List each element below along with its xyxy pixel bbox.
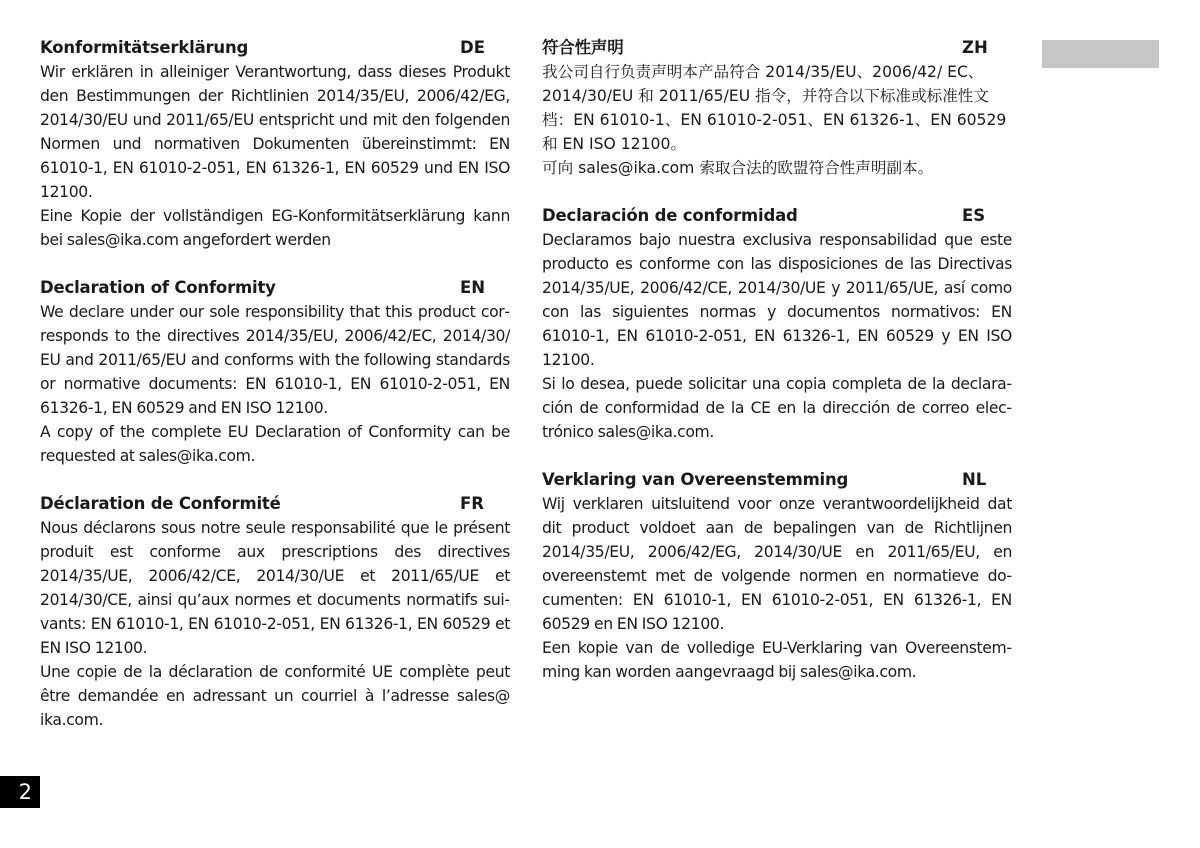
section-title: Declaración de conformidad — [542, 206, 798, 225]
declaration-paragraph: Nous déclarons sous notre seule responsabilité que le présent produit est conforme aux prescriptions des directives 2014/35/UE, 2006/42/CE, 2014/30/UE et 2011/65/UE et 2014/30/CE, ainsi qu’aux normes et documents normatifs suivants: EN 61010-1, EN 61010-2-051, EN 61326-1, EN 60529 et EN ISO 12100. — [40, 519, 510, 657]
language-code: DE — [460, 38, 485, 57]
copy-request-paragraph: A copy of the complete EU Declaration of Conformity can be requested at sales@ika.com. — [40, 423, 510, 465]
section-title: Declaration of Conformity — [40, 278, 276, 297]
section-title: Konformitätserklärung — [40, 38, 249, 57]
language-code: EN — [460, 278, 486, 297]
page-number: 2 — [0, 776, 40, 808]
copy-request-paragraph: Une copie de la déclaration de conformité UE complète peut être demandée en adressant un courriel à l’adresse sales@ ika.com. — [40, 663, 510, 729]
section-header — [40, 276, 510, 300]
language-code: FR — [460, 494, 484, 513]
section-header — [542, 468, 1012, 492]
section-en — [40, 276, 510, 468]
copy-request-paragraph: 可向 sales@ika.com 索取合法的欧盟符合性声明副本。 — [542, 159, 934, 177]
declaration-paragraph: Wir erklären in alleiniger Verantwortung, dass dieses Produkt den Bestimmungen der Richtlinien 2014/35/EU, 2006/42/EG, 2014/30/EU und 2011/65/EU entspricht und mit den folgenden Normen und normativen Dokumenten übereinstimmt: EN 61010-1, EN 61010-2-051, EN 61326-1, EN 60529 und EN ISO 12100. — [40, 63, 510, 201]
right-column — [542, 36, 1012, 708]
section-header — [40, 492, 510, 516]
declaration-paragraph: Declaramos bajo nuestra exclusiva responsabilidad que este producto es conforme con las disposiciones de las Directivas 2014/35/UE, 2006/42/CE, 2014/30/UE y 2011/65/UE, así como con las siguientes normas y documentos normativos: EN 61010-1, EN 61010-2-051, EN 61326-1, EN 60529 y EN ISO 12100. — [542, 231, 1012, 369]
section-header — [542, 204, 1012, 228]
declaration-paragraph: We declare under our sole responsibility that this product corresponds to the directives 2014/35/EU, 2006/42/EC, 2014/30/ EU and 2011/65/EU and conforms with the following standards or normative documents: EN 61010-1, EN 61010-2-051, EN 61326-1, EN 60529 and EN ISO 12100. — [40, 303, 510, 417]
section-title: 符合性声明 — [542, 38, 624, 57]
left-column — [40, 36, 510, 756]
copy-request-paragraph: Si lo desea, puede solicitar una copia completa de la declaración de conformidad de la CE en la dirección de correo electrónico sales@ika.com. — [542, 375, 1012, 441]
section-nl — [542, 468, 1012, 684]
section-header — [40, 36, 510, 60]
section-fr — [40, 492, 510, 732]
section-title: Verklaring van Overeenstemming — [542, 470, 849, 489]
section-zh — [542, 36, 1012, 180]
language-code: NL — [962, 470, 987, 489]
copy-request-paragraph: Eine Kopie der vollständigen EG-Konformitätserklärung kann bei sales@ika.com angefordert werden — [40, 207, 510, 249]
language-code: ZH — [962, 38, 988, 57]
section-tab-marker — [1042, 40, 1159, 68]
copy-request-paragraph: Een kopie van de volledige EU-Verklaring van Overeenstemming kan worden aangevraagd bij sales@ika.com. — [542, 639, 1012, 681]
language-code: ES — [962, 206, 986, 225]
section-de — [40, 36, 510, 252]
declaration-paragraph: Wij verklaren uitsluitend voor onze verantwoordelijkheid dat dit product voldoet aan de bepalingen van de Richtlijnen 2014/35/EU, 2006/42/EG, 2014/30/UE en 2011/65/EU, en overeenstemt met de volgende normen en normatieve documenten: EN 61010-1, EN 61010-2-051, EN 61326-1, EN 60529 en EN ISO 12100. — [542, 495, 1012, 633]
section-title: Déclaration de Conformité — [40, 494, 281, 513]
section-header — [542, 36, 1012, 60]
section-es — [542, 204, 1012, 444]
declaration-paragraph: 我公司自行负责声明本产品符合 2014/35/EU、2006/42/ EC、2014/30/EU 和 2011/65/EU 指令，并符合以下标准或标准性文档：EN 61010-1、EN 61010-2-051、EN 61326-1、EN 60529 和 EN ISO 12100。 — [542, 63, 1007, 153]
